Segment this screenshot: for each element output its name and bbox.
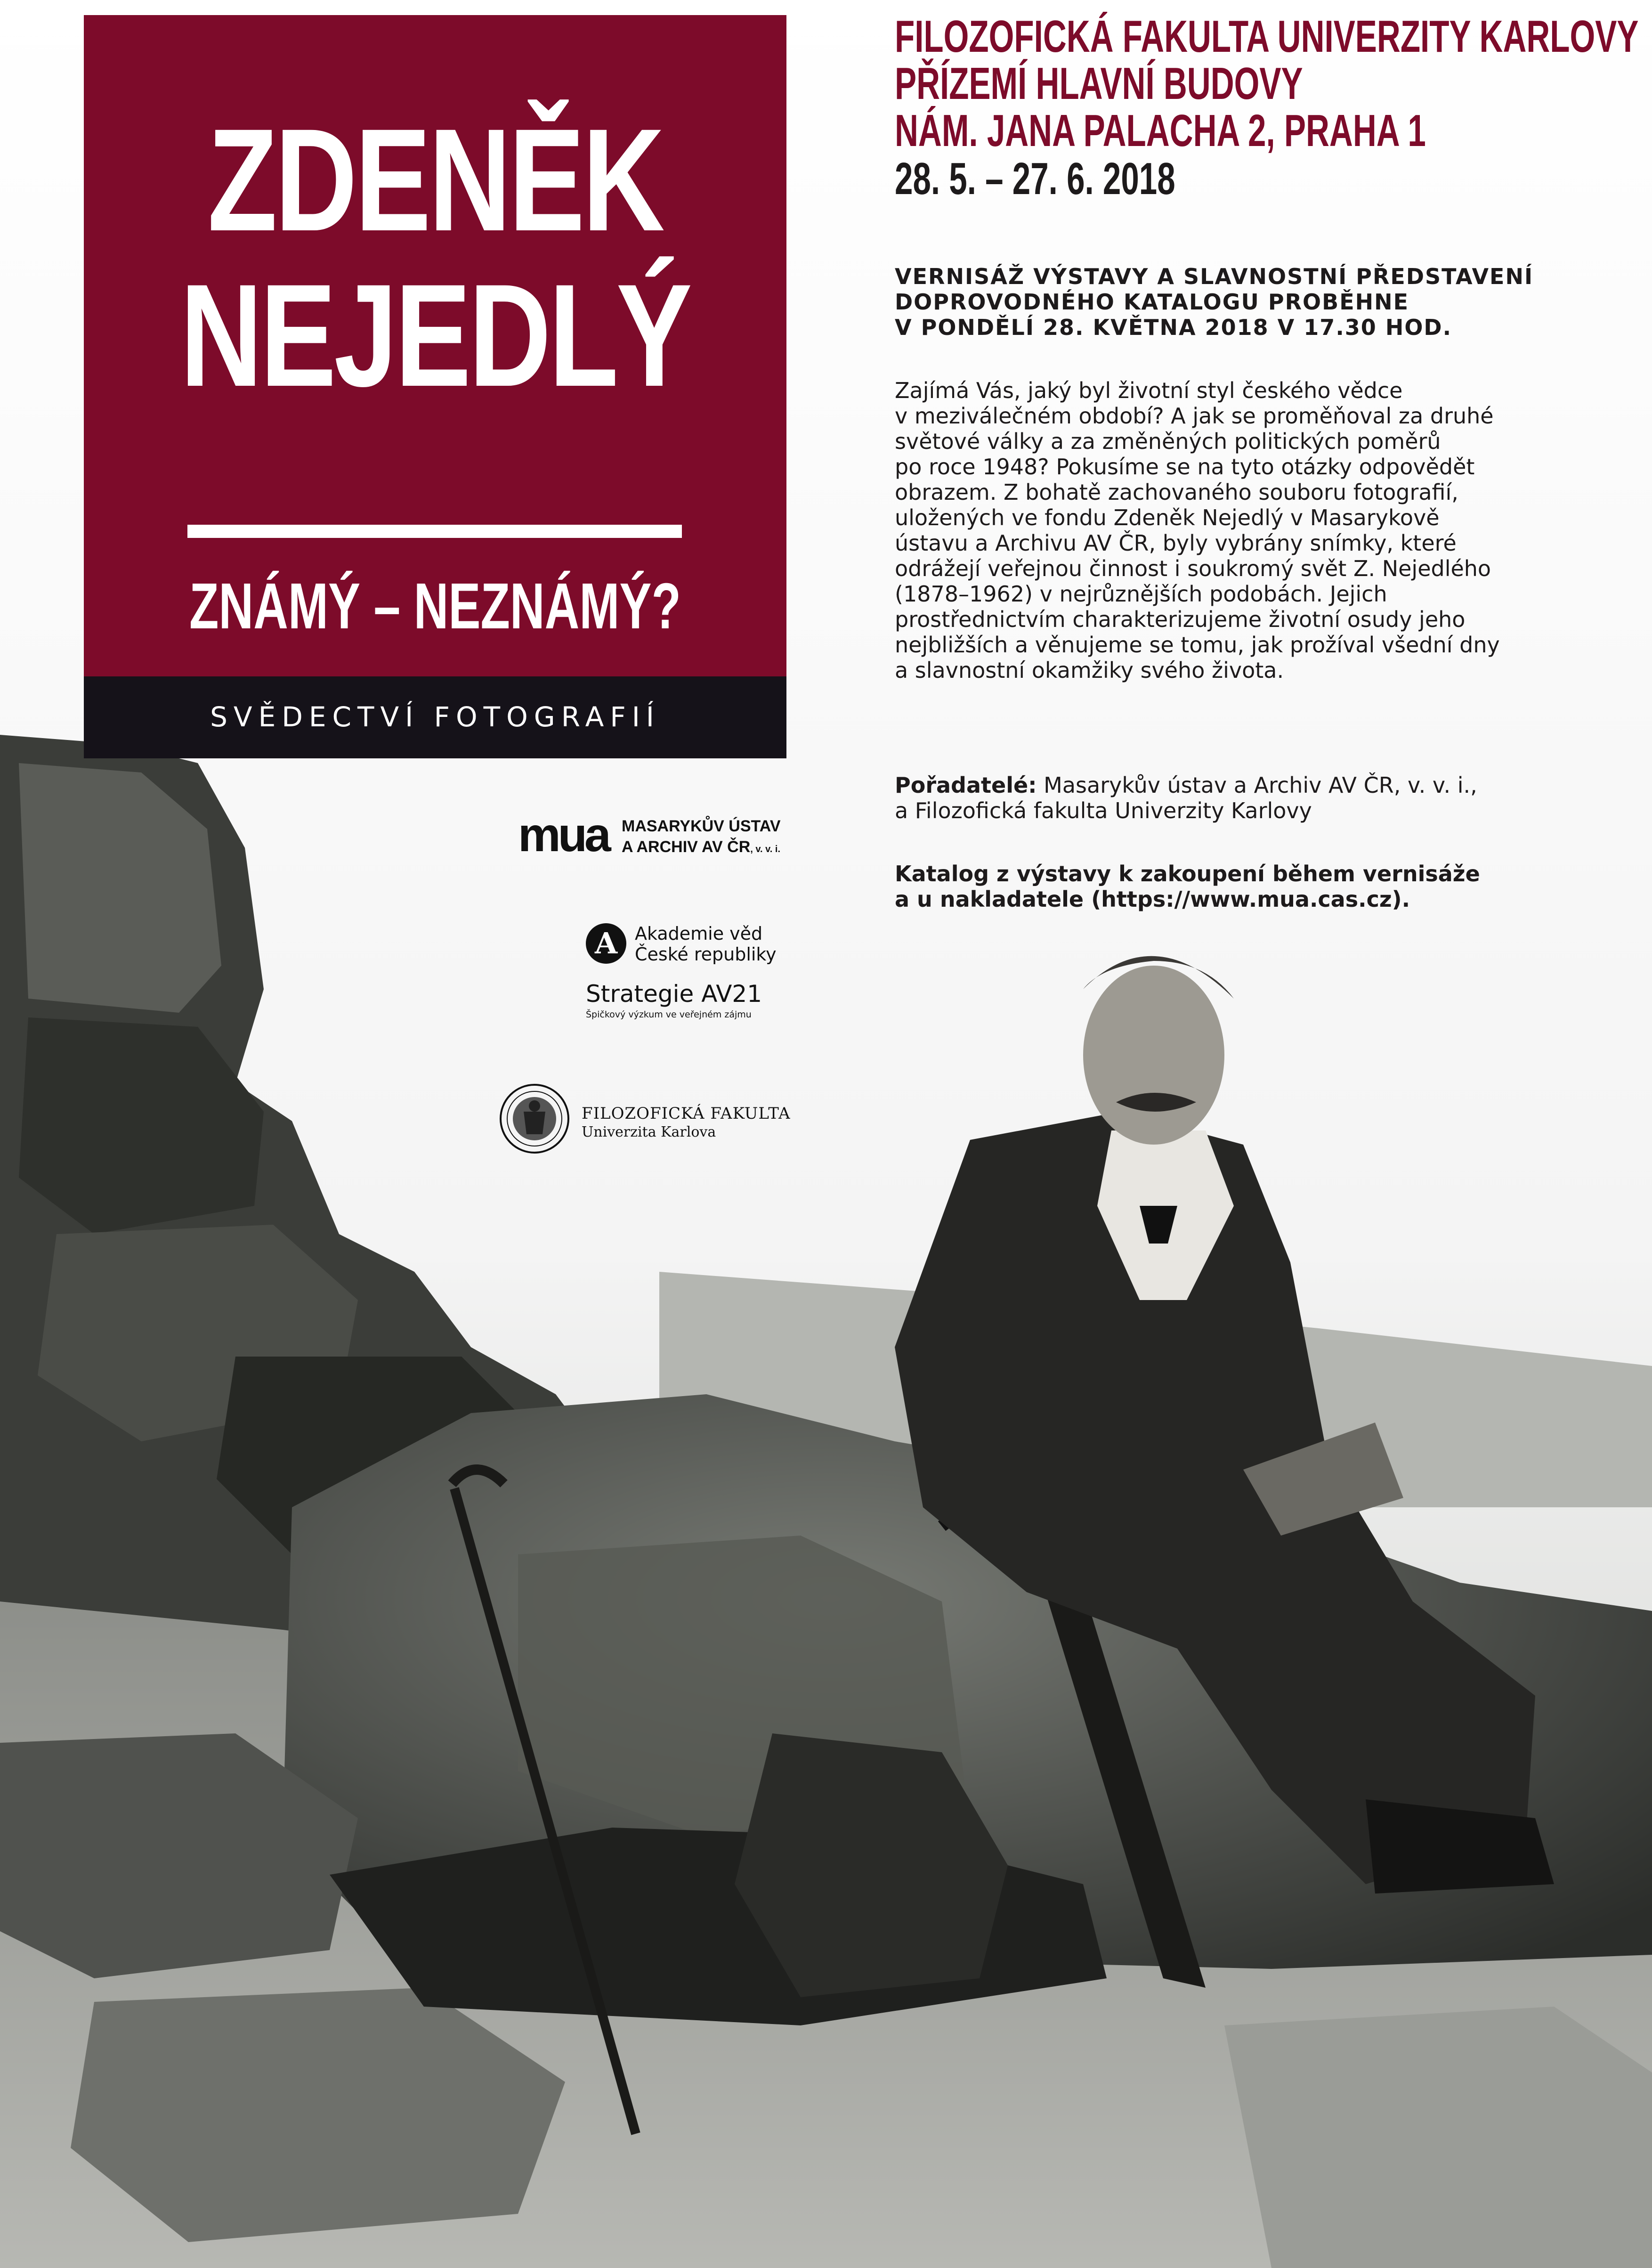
mua-logo-line: MASARYKŮV ÚSTAV	[622, 817, 781, 835]
av-strategy-tagline: Špičkový výzkum ve veřejném zájmu	[586, 1009, 752, 1020]
title-last-name: NEJEDLÝ	[180, 253, 690, 417]
title-first-name: ZDENĚK	[207, 98, 663, 261]
av-logo-line: České republiky	[635, 944, 777, 965]
description-line: a slavnostní okamžiky svého života.	[895, 658, 1284, 683]
av-logo-line: Akademie věd	[635, 923, 763, 944]
ff-logo-line: FILOZOFICKÁ FAKULTA	[582, 1104, 791, 1123]
announcement-line: VERNISÁŽ VÝSTAVY A SLAVNOSTNÍ PŘEDSTAVENÍ	[895, 264, 1534, 289]
av-strategy-title: Strategie AV21	[586, 980, 762, 1008]
opening-announcement	[895, 264, 1563, 340]
exhibition-dates: 28. 5. – 27. 6. 2018	[895, 154, 1175, 204]
head	[1083, 966, 1224, 1145]
catalog-line: a u nakladatele (https://www.mua.cas.cz).	[895, 886, 1410, 912]
title-tagline: SVĚDECTVÍ FOTOGRAFIÍ	[210, 701, 660, 733]
description-line: Zajímá Vás, jaký byl životní styl českého vědce	[895, 378, 1403, 403]
catalog-note	[895, 861, 1563, 912]
mua-logo-suffix: , v. v. i.	[750, 844, 780, 854]
organizers-line: Masarykův ústav a Archiv AV ČR, v. v. i.,	[1037, 772, 1477, 798]
mua-logo-mark: mua	[518, 808, 608, 862]
mua-logo-line: A ARCHIV AV ČR	[622, 838, 751, 856]
announcement-line: DOPROVODNÉHO KATALOGU PROBĚHNE	[895, 289, 1409, 315]
description-line: po roce 1948? Pokusíme se na tyto otázky odpovědět	[895, 454, 1475, 480]
title-block	[84, 15, 786, 758]
venue-floor: PŘÍZEMÍ HLAVNÍ BUDOVY	[895, 58, 1303, 109]
organizers	[895, 772, 1563, 823]
description-line: nejbližších a věnujeme se tomu, jak prožíval všední dny	[895, 632, 1500, 658]
announcement-line: V PONDĚLÍ 28. KVĚTNA 2018 V 17.30 HOD.	[895, 315, 1452, 340]
exhibition-description	[895, 378, 1563, 683]
title-subtitle: ZNÁMÝ – NEZNÁMÝ?	[189, 570, 681, 642]
description-line: obrazem. Z bohatě zachovaného souboru fotografií,	[895, 480, 1458, 505]
description-line: prostřednictvím charakterizujeme životní osudy jeho	[895, 607, 1466, 632]
description-line: světové války a za změněných politických poměrů	[895, 429, 1441, 454]
description-line: uložených ve fondu Zdeněk Nejedlý v Masarykově	[895, 505, 1440, 530]
catalog-line: Katalog z výstavy k zakoupení během vernisáže	[895, 861, 1480, 886]
av-logo-letter: A	[594, 926, 618, 960]
description-line: v meziválečném období? A jak se proměňoval za druhé	[895, 403, 1494, 429]
organizers-line: a Filozofická fakulta Univerzity Karlovy	[895, 798, 1312, 823]
ff-logo-line: Univerzita Karlova	[582, 1124, 716, 1140]
title-divider	[187, 525, 682, 538]
description-line: (1878–1962) v nejrůznějších podobách. Jejich	[895, 581, 1387, 607]
organizers-label: Pořadatelé:	[895, 772, 1037, 798]
venue-address: NÁM. JANA PALACHA 2, PRAHA 1	[895, 106, 1426, 156]
description-line: odrážejí veřejnou činnost i soukromý svět Z. Nejedlého	[895, 556, 1491, 581]
university-seal-icon	[499, 1083, 570, 1154]
av-logo-mark	[586, 923, 626, 964]
description-line: ústavu a Archivu AV ČR, byly vybrány snímky, které	[895, 530, 1457, 556]
venue-institution: FILOZOFICKÁ FAKULTA UNIVERZITY KARLOVY	[895, 11, 1639, 62]
stone	[1224, 2007, 1652, 2268]
